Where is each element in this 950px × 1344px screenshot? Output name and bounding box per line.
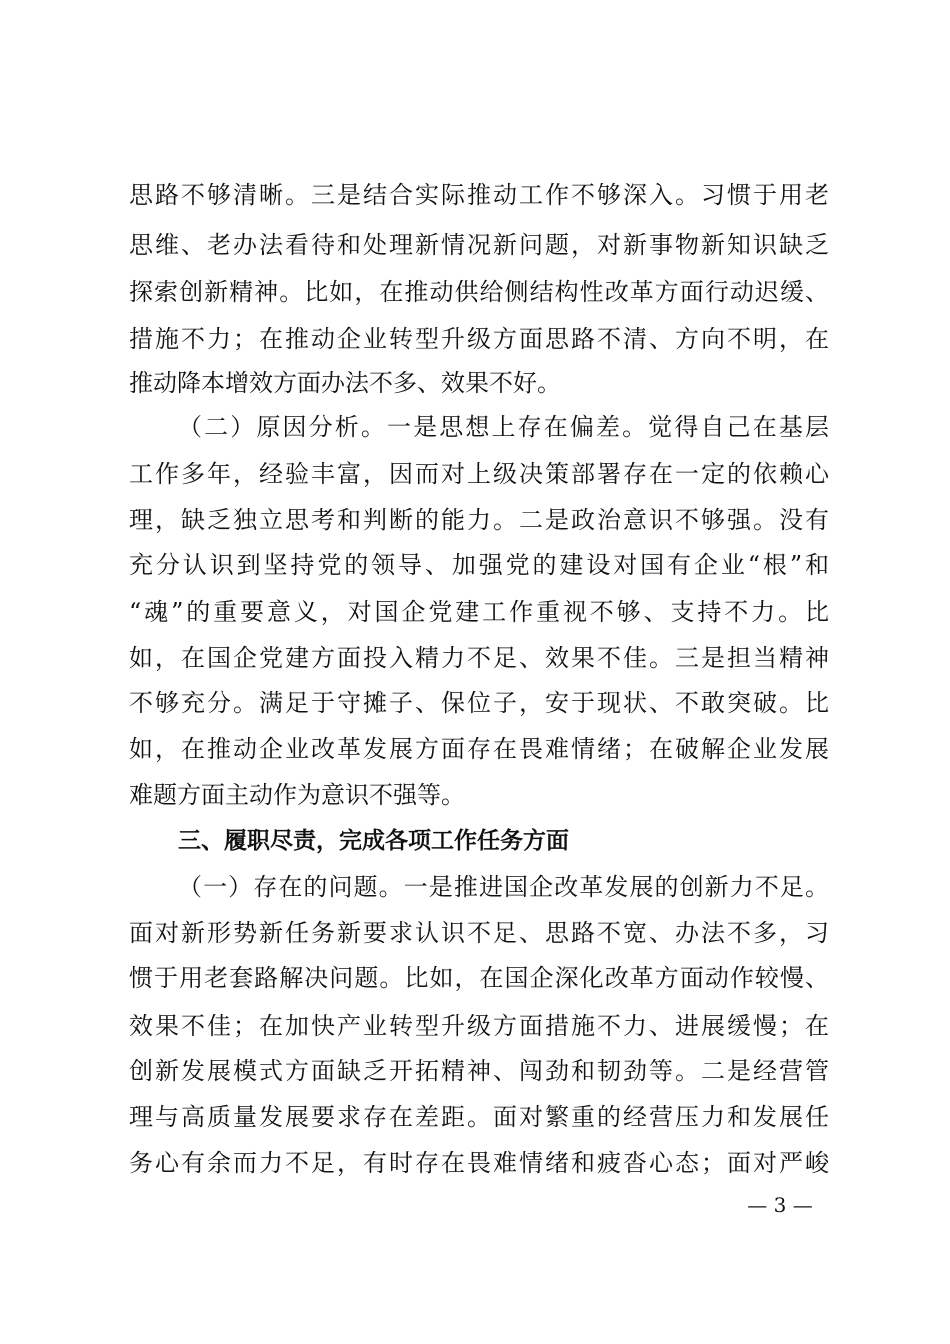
section-paragraph-line-2: 面对新形势新任务新要求认识不足、思路不宽、办法不多，习 [129, 919, 829, 947]
paragraph-1-line-5: 推动降本增效方面办法不多、效果不好。 [129, 369, 561, 397]
paragraph-2-line-8: 如，在推动企业改革发展方面存在畏难情绪；在破解企业发展 [129, 735, 829, 763]
paragraph-2-line-6: 如，在国企党建方面投入精力不足、效果不佳。三是担当精神 [129, 644, 829, 672]
paragraph-1-line-1: 思路不够清晰。三是结合实际推动工作不够深入。习惯于用老 [129, 181, 829, 209]
paragraph-1-line-4: 措施不力；在推动企业转型升级方面思路不清、方向不明，在 [129, 325, 829, 353]
paragraph-2-line-1: （二）原因分析。一是思想上存在偏差。觉得自己在基层 [178, 413, 829, 441]
section-heading: 三、履职尽责，完成各项工作任务方面 [178, 828, 569, 854]
section-paragraph-line-7: 务心有余而力不足，有时存在畏难情绪和疲沓心态；面对严峻 [129, 1149, 829, 1177]
section-paragraph-line-3: 惯于用老套路解决问题。比如，在国企深化改革方面动作较慢、 [129, 964, 829, 992]
paragraph-1-line-3: 探索创新精神。比如，在推动供给侧结构性改革方面行动迟缓、 [129, 278, 829, 306]
paragraph-1-line-2: 思维、老办法看待和处理新情况新问题，对新事物新知识缺乏 [129, 231, 829, 259]
section-paragraph-line-5: 创新发展模式方面缺乏开拓精神、闯劲和韧劲等。二是经营管 [129, 1057, 829, 1085]
section-paragraph-line-6: 理与高质量发展要求存在差距。面对繁重的经营压力和发展任 [129, 1103, 829, 1131]
paragraph-2-line-5: “魂”的重要意义，对国企党建工作重视不够、支持不力。比 [129, 598, 829, 626]
section-paragraph-line-4: 效果不佳；在加快产业转型升级方面措施不力、进展缓慢；在 [129, 1012, 829, 1040]
paragraph-2-line-4: 充分认识到坚持党的领导、加强党的建设对国有企业“根”和 [129, 551, 829, 579]
paragraph-2-line-3: 理，缺乏独立思考和判断的能力。二是政治意识不够强。没有 [129, 506, 829, 534]
paragraph-2-line-2: 工作多年，经验丰富，因而对上级决策部署存在一定的依赖心 [129, 460, 829, 488]
paragraph-2-line-9: 难题方面主动作为意识不强等。 [129, 781, 465, 809]
paragraph-2-line-7: 不够充分。满足于守摊子、保位子，安于现状、不敢突破。比 [129, 689, 829, 717]
page-number: — 3 — [747, 1193, 813, 1217]
section-paragraph-line-1: （一）存在的问题。一是推进国企改革发展的创新力不足。 [178, 873, 829, 901]
